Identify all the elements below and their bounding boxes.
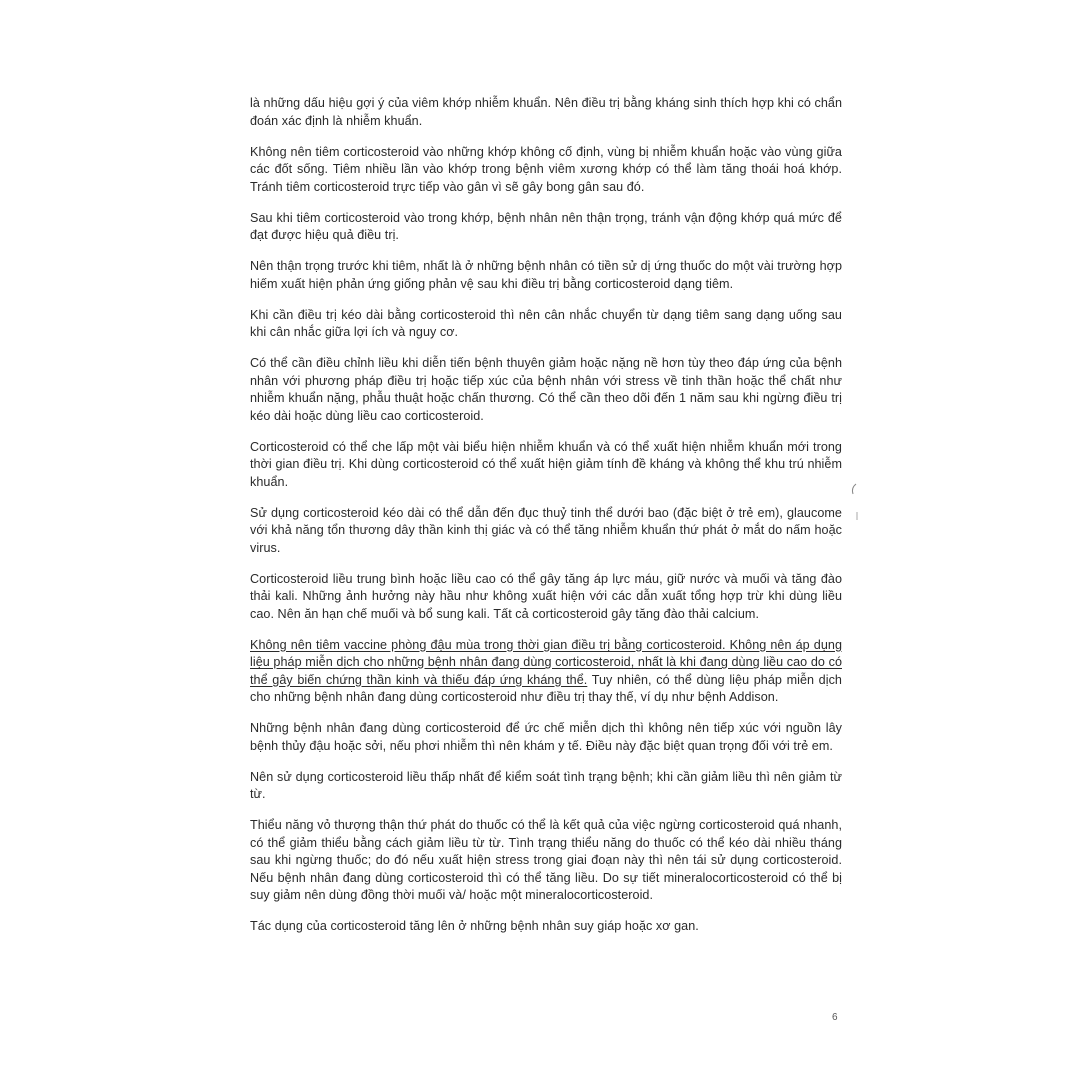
vaccination-exception-text: Tuy nhiên, có thể dùng liệu pháp miễn dịch cho những bệnh nhân đang dùng corticosteroid như điều trị thay thế, ví dụ như bệnh Addison. — [250, 672, 842, 704]
paragraph-vaccination — [250, 637, 842, 707]
paragraph-septic-arthritis-signs: là những dấu hiệu gợi ý của viêm khớp nhiễm khuẩn. Nên điều trị bằng kháng sinh thích hợp khi có chẩn đoán xác định là nhiễm khuẩn. — [250, 96, 842, 128]
paragraph-blood-pressure-electrolytes: Corticosteroid liều trung bình hoặc liều cao có thể gây tăng áp lực máu, giữ nước và muối và tăng đào thải kali. Những ảnh hưởng này hầu như không xuất hiện với các dẫn xuất tổng hợp trừ khi dùng liều cao. Nên ăn hạn chế muối và bổ sung kali. Tất cả corticosteroid gây tăng đào thải calcium. — [250, 571, 842, 621]
page-number: 6 — [832, 1012, 838, 1023]
paragraph-varicella-measles: Những bệnh nhân đang dùng corticosteroid để ức chế miễn dịch thì không nên tiếp xúc với nguồn lây bệnh thủy đậu hoặc sởi, nếu phơi nhiễm thì nên khám y tế. Điều này đặc biệt quan trọng đối với trẻ em. — [250, 721, 842, 753]
paragraph-lowest-dose: Nên sử dụng corticosteroid liều thấp nhất để kiểm soát tình trạng bệnh; khi cần giảm liều thì nên giảm từ từ. — [250, 769, 842, 801]
margin-scan-mark — [849, 482, 859, 522]
paragraph-allergy-caution: Nên thận trọng trước khi tiêm, nhất là ở những bệnh nhân có tiền sử dị ứng thuốc do một vài trường hợp hiếm xuất hiện phản ứng giống phản vệ sau khi điều trị bằng corticosteroid dạng tiêm. — [250, 259, 842, 291]
paragraph-injection-sites: Không nên tiêm corticosteroid vào những khớp không cố định, vùng bị nhiễm khuẩn hoặc vào vùng giữa các đốt sống. Tiêm nhiều lần vào khớp trong bệnh viêm xương khớp có thể làm tăng thoái hoá khớp. Tránh tiêm corticosteroid trực tiếp vào gân vì sẽ gây bong gân sau đó. — [250, 144, 842, 194]
paragraph-masking-infection: Corticosteroid có thể che lấp một vài biểu hiện nhiễm khuẩn và có thể xuất hiện nhiễm khuẩn mới trong thời gian điều trị. Khi dùng corticosteroid có thể xuất hiện giảm tính đề kháng và không thể khu trú nhiễm khuẩn. — [250, 439, 842, 489]
paragraph-cataract-glaucoma: Sử dụng corticosteroid kéo dài có thể dẫn đến đục thuỷ tinh thể dưới bao (đặc biệt ở trẻ em), glaucome với khả năng tổn thương dây thần kinh thị giác và có thể tăng nhiễm khuẩn thứ phát ở mắt do nấm hoặc virus. — [250, 505, 842, 555]
underlined-vaccination-warning: Không nên tiêm vaccine phòng đậu mùa trong thời gian điều trị bằng corticosteroid. Không nên áp dụng liệu pháp miễn dịch cho những bệnh nhân đang dùng corticosteroid, nhất là khi đang dùng liều cao do có thể gây biến chứng thần kinh và thiếu đáp ứng kháng thể. — [250, 637, 842, 687]
paragraph-hypothyroid-cirrhosis: Tác dụng của corticosteroid tăng lên ở những bệnh nhân suy giáp hoặc xơ gan. — [250, 919, 699, 933]
paragraph-post-injection-care: Sau khi tiêm corticosteroid vào trong khớp, bệnh nhân nên thận trọng, tránh vận động khớp quá mức để đạt được hiệu quả điều trị. — [250, 210, 842, 242]
paragraph-dose-adjustment: Có thể cần điều chỉnh liều khi diễn tiến bệnh thuyên giảm hoặc nặng nề hơn tùy theo đáp ứng của bệnh nhân với phương pháp điều trị hoặc tiếp xúc của bệnh nhân với stress về tinh thần hoặc thể chất như nhiễm khuẩn nặng, phẫu thuật hoặc chấn thương. Có thể cần theo dõi đến 1 năm sau khi ngừng điều trị kéo dài hoặc dùng liều cao corticosteroid. — [250, 356, 842, 423]
paragraph-adrenal-insufficiency: Thiểu năng vỏ thượng thận thứ phát do thuốc có thể là kết quả của việc ngừng corticosteroid quá nhanh, có thể giảm thiểu bằng cách giảm liều từ từ. Tình trạng thiểu năng do thuốc có thể kéo dài nhiều tháng sau khi ngừng thuốc; do đó nếu xuất hiện stress trong giai đoạn này thì nên tái sử dụng corticosteroid. Nếu bệnh nhân đang dùng corticosteroid thì có thể tăng liều. Do sự tiết mineralocorticosteroid có thể bị suy giảm nên dùng đồng thời muối và/ hoặc một mineralocorticosteroid. — [250, 818, 842, 902]
document-body — [250, 95, 842, 949]
paragraph-switch-to-oral: Khi cần điều trị kéo dài bằng corticosteroid thì nên cân nhắc chuyển từ dạng tiêm sang dạng uống sau khi cân nhắc giữa lợi ích và nguy cơ. — [250, 307, 842, 339]
